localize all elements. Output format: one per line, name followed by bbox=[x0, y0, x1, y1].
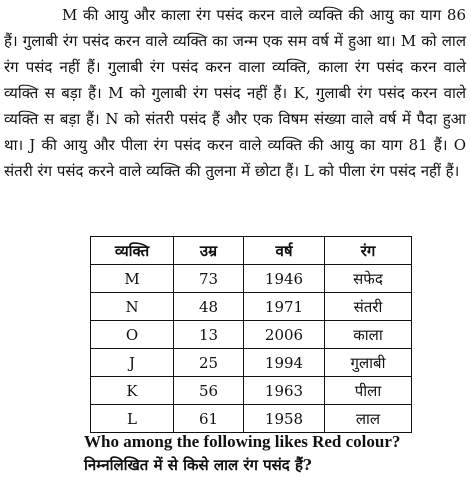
table-row bbox=[91, 321, 412, 349]
table-row bbox=[91, 349, 412, 377]
question-english: Who among the following likes Red colour? bbox=[84, 432, 401, 451]
cell-person: K bbox=[91, 377, 174, 405]
cell-year: 1963 bbox=[244, 377, 325, 405]
cell-year: 1958 bbox=[244, 405, 325, 433]
header-age: उम्र bbox=[174, 237, 244, 265]
cell-year: 1994 bbox=[244, 349, 325, 377]
cell-colour: संतरी bbox=[325, 293, 412, 321]
table-header-row bbox=[91, 237, 412, 265]
data-table-container bbox=[90, 236, 412, 433]
cell-person: O bbox=[91, 321, 174, 349]
header-colour: रंग bbox=[325, 237, 412, 265]
cell-person: N bbox=[91, 293, 174, 321]
cell-colour: पीला bbox=[325, 377, 412, 405]
cell-year: 1946 bbox=[244, 265, 325, 293]
puzzle-paragraph: M की आयु और काला रंग पसंद करन वाले व्यक्ति की आयु का याग 86 हैं। गुलाबी रंग पसंद करन वाले व्यक्ति का जन्म एक सम वर्ष में हुआ था। M को लाल रंग पसंद नहीं हैं। गुलाबी रंग पसंद करन वाला व्यक्ति, काला रंग पसंद करन वाले व्यक्ति स बड़ा हैं। M को गुलाबी रंग पसंद नहीं हैं। K, गुलाबी रंग पसंद करन वाले व्यक्ति स बड़ा हैं। N को संतरी पसंद हैं और एक विषम संख्या वाले वर्ष में पैदा हुआ था। J की आयु और पीला रंग पसंद करन वाले व्यक्ति की आयु का याग 81 हैं। O संतरी रंग पसंद करने वाले व्यक्ति की तुलना में छोटा हैं। L को पीला रंग पसंद नहीं हैं। bbox=[4, 6, 466, 180]
cell-age: 61 bbox=[174, 405, 244, 433]
table-row bbox=[91, 293, 412, 321]
header-person: व्यक्ति bbox=[91, 237, 174, 265]
cell-colour: सफेद bbox=[325, 265, 412, 293]
table-row bbox=[91, 265, 412, 293]
cell-colour: काला bbox=[325, 321, 412, 349]
cell-year: 1971 bbox=[244, 293, 325, 321]
cell-year: 2006 bbox=[244, 321, 325, 349]
table-row bbox=[91, 377, 412, 405]
cell-age: 73 bbox=[174, 265, 244, 293]
cell-age: 13 bbox=[174, 321, 244, 349]
cell-person: J bbox=[91, 349, 174, 377]
cell-age: 25 bbox=[174, 349, 244, 377]
cell-age: 56 bbox=[174, 377, 244, 405]
table-row bbox=[91, 405, 412, 433]
data-table bbox=[90, 236, 412, 433]
cell-person: M bbox=[91, 265, 174, 293]
header-year: वर्ष bbox=[244, 237, 325, 265]
cell-colour: गुलाबी bbox=[325, 349, 412, 377]
cell-age: 48 bbox=[174, 293, 244, 321]
cell-person: L bbox=[91, 405, 174, 433]
cell-colour: लाल bbox=[325, 405, 412, 433]
question-hindi: निम्नलिखित में से किसे लाल रंग पसंद हैं? bbox=[84, 456, 312, 474]
